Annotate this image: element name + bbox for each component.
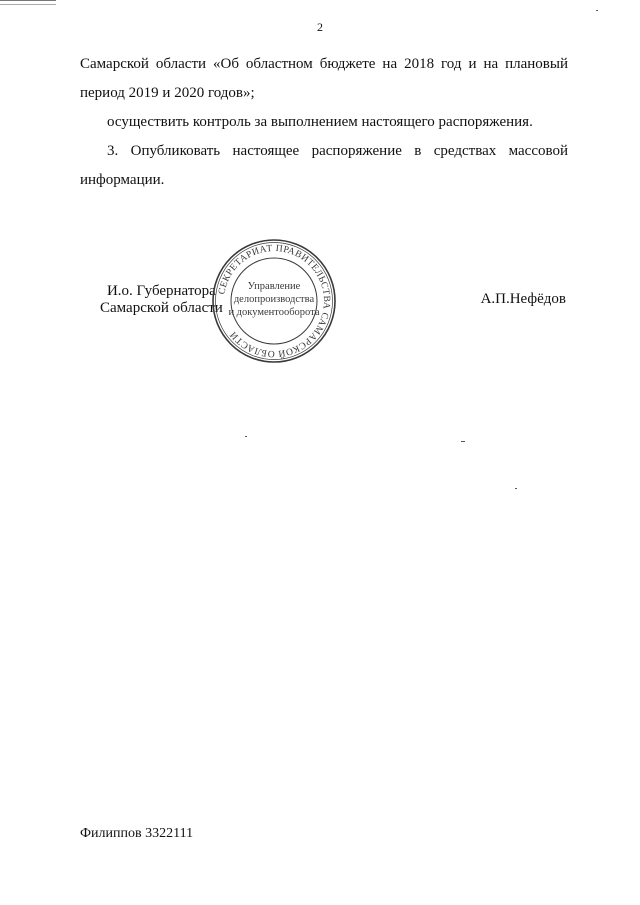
scan-speck [461,441,465,442]
scan-speck [596,10,598,11]
scan-speck [245,436,247,437]
paragraph-publish [80,137,568,195]
stamp-line-3: и документооборота [228,307,320,318]
official-stamp [210,237,338,365]
scan-speck [515,488,517,489]
stamp-line-2: делопроизводства [233,294,315,305]
executor-contact: Филиппов 3322111 [80,826,194,841]
signatory-title-line-2: Самарской области [100,300,223,316]
signatory-name: А.П.Нефёдов [480,291,566,307]
paragraph-text: Самарской области «Об областном бюджете на 2018 год и на плановый период 2019 и 2020 годов»; [80,56,568,101]
scan-edge-mark [0,0,56,5]
signatory-title-line-1: И.о. Губернатора [106,283,216,299]
paragraph-budget-reference [80,50,568,108]
paragraph-text: 3. Опубликовать настоящее распоряжение в средствах массовой информации. [80,143,568,188]
page-number: 2 [317,20,323,34]
signatory-title [100,283,223,317]
stamp-line-1: Управление [247,281,301,292]
paragraph-text: осуществить контроль за выполнением настоящего распоряжения. [107,114,533,130]
paragraph-control [80,108,568,137]
stamp-ring-text: СЕКРЕТАРИАТ ПРАВИТЕЛЬСТВА САМАРСКОЙ ОБЛАСТИ [216,242,333,360]
